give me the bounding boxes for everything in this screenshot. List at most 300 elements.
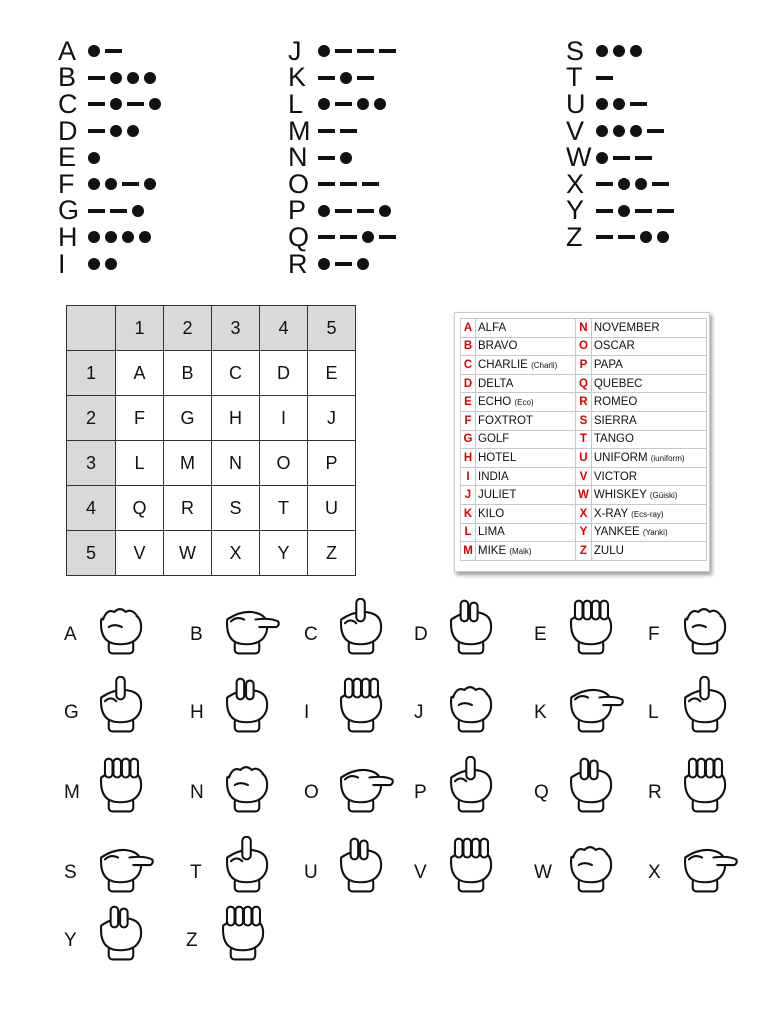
nato-pronunciation-note: (Maik) bbox=[509, 546, 532, 556]
morse-dash bbox=[88, 76, 105, 80]
morse-dot bbox=[105, 231, 117, 243]
hand-sign-icon bbox=[438, 676, 504, 736]
morse-row bbox=[288, 88, 396, 119]
sign-w bbox=[534, 836, 634, 916]
morse-dot bbox=[144, 72, 156, 84]
hand-illustration bbox=[672, 676, 738, 741]
hand-sign-icon bbox=[328, 836, 394, 896]
morse-dot bbox=[318, 45, 330, 57]
nato-word: OSCAR bbox=[593, 340, 635, 353]
nato-letter: S bbox=[576, 411, 592, 430]
nato-letter: Q bbox=[576, 374, 592, 393]
sign-h bbox=[190, 676, 290, 756]
hand-sign-icon bbox=[88, 904, 154, 964]
polybius-column-header: 3 bbox=[212, 306, 260, 351]
sign-i bbox=[304, 676, 404, 756]
nato-letter: U bbox=[576, 449, 592, 468]
nato-letter: C bbox=[461, 356, 476, 375]
nato-letter: K bbox=[461, 504, 476, 523]
morse-letter: K bbox=[288, 62, 307, 93]
polybius-cell: Y bbox=[260, 531, 308, 576]
nato-row bbox=[461, 486, 707, 505]
sign-letter: G bbox=[64, 702, 79, 723]
sign-letter: L bbox=[648, 702, 659, 723]
morse-dot bbox=[657, 231, 669, 243]
morse-letter: Q bbox=[288, 221, 310, 252]
sign-z bbox=[186, 904, 286, 984]
hand-sign-icon bbox=[88, 676, 154, 736]
nato-word-cell bbox=[591, 504, 706, 523]
polybius-cell: J bbox=[308, 396, 356, 441]
hand-sign-icon bbox=[214, 598, 280, 658]
sign-letter: H bbox=[190, 702, 204, 723]
polybius-cell: A bbox=[116, 351, 164, 396]
polybius-row bbox=[67, 396, 356, 441]
morse-row bbox=[566, 88, 674, 119]
hand-illustration bbox=[558, 836, 624, 901]
morse-dot bbox=[318, 205, 330, 217]
nato-letter: R bbox=[576, 393, 592, 412]
morse-code bbox=[596, 125, 664, 137]
sign-letter: B bbox=[190, 624, 203, 645]
nato-word-cell bbox=[476, 319, 576, 338]
morse-code bbox=[88, 231, 151, 243]
morse-dash bbox=[318, 76, 335, 80]
sign-letter: D bbox=[414, 624, 428, 645]
nato-word-cell bbox=[476, 486, 576, 505]
sign-letter: Y bbox=[64, 930, 77, 951]
hand-sign-icon bbox=[328, 756, 394, 816]
nato-letter: F bbox=[461, 411, 476, 430]
nato-row bbox=[461, 356, 707, 375]
nato-pronunciation-note: (Charli) bbox=[531, 360, 558, 370]
morse-dash bbox=[105, 49, 122, 53]
polybius-cell: B bbox=[164, 351, 212, 396]
morse-dot bbox=[618, 205, 630, 217]
nato-word-cell bbox=[476, 411, 576, 430]
hand-illustration bbox=[672, 756, 738, 821]
morse-letter: T bbox=[566, 62, 583, 93]
sign-k bbox=[534, 676, 634, 756]
hand-illustration bbox=[558, 598, 624, 663]
nato-letter: L bbox=[461, 523, 476, 542]
morse-letter: N bbox=[288, 142, 308, 173]
morse-dash bbox=[110, 209, 127, 213]
morse-dot bbox=[88, 45, 100, 57]
nato-pronunciation-note: (iuniform) bbox=[650, 453, 685, 463]
nato-row bbox=[461, 504, 707, 523]
sign-x bbox=[648, 836, 748, 916]
morse-letter: J bbox=[288, 35, 302, 66]
polybius-cell: O bbox=[260, 441, 308, 486]
morse-dot bbox=[596, 45, 608, 57]
hand-sign-icon bbox=[88, 836, 154, 896]
nato-letter: V bbox=[576, 467, 592, 486]
polybius-corner-cell bbox=[67, 306, 116, 351]
nato-letter: E bbox=[461, 393, 476, 412]
morse-dash bbox=[318, 156, 335, 160]
sign-letter: K bbox=[534, 702, 547, 723]
nato-word-cell bbox=[476, 542, 576, 561]
nato-letter: W bbox=[576, 486, 592, 505]
morse-row bbox=[58, 62, 161, 93]
morse-dash bbox=[335, 49, 352, 53]
morse-dot bbox=[613, 125, 625, 137]
nato-word: CHARLIE bbox=[478, 358, 528, 371]
morse-letter: F bbox=[58, 168, 75, 199]
nato-letter: O bbox=[576, 337, 592, 356]
sign-l bbox=[648, 676, 748, 756]
polybius-cell: V bbox=[116, 531, 164, 576]
nato-word: HOTEL bbox=[478, 451, 517, 464]
hand-sign-icon bbox=[214, 676, 280, 736]
morse-dot bbox=[374, 98, 386, 110]
nato-word-cell bbox=[591, 542, 706, 561]
morse-dash bbox=[613, 156, 630, 160]
morse-code bbox=[88, 152, 100, 164]
sign-letter: W bbox=[534, 862, 552, 883]
sign-v bbox=[414, 836, 514, 916]
morse-row bbox=[58, 195, 161, 226]
hand-sign-icon bbox=[88, 598, 154, 658]
hand-sign-icon bbox=[88, 756, 154, 816]
morse-row bbox=[566, 221, 674, 252]
polybius-column-header: 2 bbox=[164, 306, 212, 351]
nato-word-cell bbox=[476, 467, 576, 486]
nato-word-cell bbox=[591, 486, 706, 505]
morse-letter: E bbox=[58, 142, 77, 173]
polybius-cell: F bbox=[116, 396, 164, 441]
nato-pronunciation-note: (Güiski) bbox=[649, 491, 678, 501]
morse-row bbox=[58, 248, 161, 279]
polybius-cell: C bbox=[212, 351, 260, 396]
sign-g bbox=[64, 676, 164, 756]
hand-illustration bbox=[214, 676, 280, 741]
morse-row bbox=[566, 115, 674, 146]
morse-column-a-i bbox=[58, 35, 161, 279]
polybius-row-header: 2 bbox=[67, 396, 116, 441]
morse-code bbox=[318, 72, 374, 84]
morse-code bbox=[318, 152, 352, 164]
morse-dot bbox=[88, 178, 100, 190]
nato-letter: B bbox=[461, 337, 476, 356]
nato-word-cell bbox=[476, 356, 576, 375]
sign-letter: T bbox=[190, 862, 202, 883]
nato-word: UNIFORM bbox=[593, 451, 648, 464]
morse-dash bbox=[357, 209, 374, 213]
morse-row bbox=[288, 248, 396, 279]
nato-row bbox=[461, 337, 707, 356]
polybius-cell: H bbox=[212, 396, 260, 441]
morse-dot bbox=[110, 125, 122, 137]
morse-dot bbox=[340, 72, 352, 84]
nato-word-cell bbox=[591, 523, 706, 542]
morse-code bbox=[318, 258, 369, 270]
nato-word: MIKE bbox=[478, 544, 507, 557]
morse-dash bbox=[618, 235, 635, 239]
polybius-cell: X bbox=[212, 531, 260, 576]
morse-dash bbox=[362, 182, 379, 186]
morse-row bbox=[288, 62, 396, 93]
morse-letter: V bbox=[566, 115, 585, 146]
polybius-cell: L bbox=[116, 441, 164, 486]
sign-b bbox=[190, 598, 290, 678]
hand-sign-icon bbox=[672, 836, 738, 896]
sign-y bbox=[64, 904, 164, 984]
nato-letter: X bbox=[576, 504, 592, 523]
nato-word: WHISKEY bbox=[593, 489, 647, 502]
nato-word: PAPA bbox=[593, 358, 623, 371]
polybius-row bbox=[67, 531, 356, 576]
nato-row bbox=[461, 374, 707, 393]
morse-dot bbox=[88, 152, 100, 164]
nato-word: NOVEMBER bbox=[593, 321, 660, 334]
nato-row bbox=[461, 393, 707, 412]
nato-alphabet-table bbox=[460, 318, 707, 561]
hand-illustration bbox=[672, 836, 738, 901]
hand-illustration bbox=[88, 756, 154, 821]
nato-word-cell bbox=[476, 449, 576, 468]
nato-pronunciation-note: (Yanki) bbox=[642, 528, 668, 538]
nato-letter: I bbox=[461, 467, 476, 486]
morse-letter: H bbox=[58, 221, 78, 252]
morse-dot bbox=[357, 258, 369, 270]
nato-word: GOLF bbox=[478, 433, 510, 446]
nato-letter: T bbox=[576, 430, 592, 449]
morse-dot bbox=[110, 98, 122, 110]
nato-word-cell bbox=[476, 337, 576, 356]
polybius-row-header: 1 bbox=[67, 351, 116, 396]
morse-dot bbox=[357, 98, 369, 110]
morse-row bbox=[58, 221, 161, 252]
polybius-cell: D bbox=[260, 351, 308, 396]
morse-dash bbox=[596, 76, 613, 80]
morse-code bbox=[318, 205, 391, 217]
nato-word: ALFA bbox=[478, 321, 507, 334]
morse-dot bbox=[362, 231, 374, 243]
nato-word-cell bbox=[476, 430, 576, 449]
nato-word-cell bbox=[476, 504, 576, 523]
morse-dash bbox=[88, 129, 105, 133]
morse-row bbox=[288, 221, 396, 252]
sign-letter: E bbox=[534, 624, 547, 645]
hand-sign-icon bbox=[438, 756, 504, 816]
morse-code bbox=[318, 182, 379, 186]
hand-illustration bbox=[438, 836, 504, 901]
morse-row bbox=[566, 62, 674, 93]
sign-letter: J bbox=[414, 702, 424, 723]
sign-letter: Q bbox=[534, 782, 549, 803]
morse-code bbox=[596, 205, 674, 217]
nato-word: ZULU bbox=[593, 544, 624, 557]
nato-word: JULIET bbox=[478, 489, 517, 502]
hand-illustration bbox=[558, 756, 624, 821]
morse-dash bbox=[635, 156, 652, 160]
hand-illustration bbox=[88, 676, 154, 741]
hand-illustration bbox=[214, 836, 280, 901]
morse-row bbox=[566, 195, 674, 226]
hand-sign-icon bbox=[214, 836, 280, 896]
hand-sign-icon bbox=[214, 756, 280, 816]
hand-illustration bbox=[438, 676, 504, 741]
polybius-row bbox=[67, 441, 356, 486]
sign-u bbox=[304, 836, 404, 916]
morse-dash bbox=[657, 209, 674, 213]
sign-o bbox=[304, 756, 404, 836]
morse-code bbox=[88, 178, 156, 190]
nato-letter: H bbox=[461, 449, 476, 468]
sign-letter: I bbox=[304, 702, 310, 723]
morse-code bbox=[88, 72, 156, 84]
morse-letter: X bbox=[566, 168, 585, 199]
hand-sign-icon bbox=[328, 598, 394, 658]
morse-letter: Z bbox=[566, 221, 583, 252]
nato-word: TANGO bbox=[593, 433, 634, 446]
nato-word-cell bbox=[476, 393, 576, 412]
morse-dot bbox=[596, 125, 608, 137]
nato-word: LIMA bbox=[478, 526, 505, 539]
nato-word-cell bbox=[476, 374, 576, 393]
nato-row bbox=[461, 449, 707, 468]
nato-word: SIERRA bbox=[593, 414, 637, 427]
sign-letter: V bbox=[414, 862, 427, 883]
morse-column-j-r bbox=[288, 35, 396, 279]
hand-illustration bbox=[210, 904, 276, 969]
nato-pronunciation-note: (Eco) bbox=[514, 398, 534, 408]
morse-code bbox=[88, 125, 139, 137]
polybius-cell: S bbox=[212, 486, 260, 531]
sign-e bbox=[534, 598, 634, 678]
morse-dot bbox=[340, 152, 352, 164]
nato-word-cell bbox=[591, 430, 706, 449]
polybius-cell: U bbox=[308, 486, 356, 531]
morse-dot bbox=[110, 72, 122, 84]
morse-dot bbox=[613, 45, 625, 57]
polybius-cell: Q bbox=[116, 486, 164, 531]
morse-code bbox=[596, 45, 642, 57]
hand-illustration bbox=[328, 756, 394, 821]
morse-row bbox=[288, 144, 396, 171]
sign-a bbox=[64, 598, 164, 678]
morse-dot bbox=[127, 72, 139, 84]
morse-dash bbox=[379, 49, 396, 53]
morse-dot bbox=[139, 231, 151, 243]
morse-dash bbox=[635, 209, 652, 213]
morse-dash bbox=[127, 102, 144, 106]
nato-letter: G bbox=[461, 430, 476, 449]
morse-dash bbox=[335, 262, 352, 266]
nato-word: BRAVO bbox=[478, 340, 518, 353]
hand-illustration bbox=[88, 598, 154, 663]
sign-letter: P bbox=[414, 782, 427, 803]
morse-dash bbox=[122, 182, 139, 186]
polybius-cell: W bbox=[164, 531, 212, 576]
morse-code bbox=[88, 98, 161, 110]
morse-row bbox=[288, 195, 396, 226]
morse-dot bbox=[596, 98, 608, 110]
nato-letter: D bbox=[461, 374, 476, 393]
sign-j bbox=[414, 676, 514, 756]
morse-dot bbox=[122, 231, 134, 243]
morse-dash bbox=[596, 209, 613, 213]
polybius-cell: N bbox=[212, 441, 260, 486]
hand-sign-icon bbox=[672, 676, 738, 736]
morse-dot bbox=[88, 231, 100, 243]
polybius-column-header: 1 bbox=[116, 306, 164, 351]
morse-letter: G bbox=[58, 195, 80, 226]
morse-code bbox=[596, 231, 669, 243]
morse-code bbox=[318, 45, 396, 57]
sign-letter: O bbox=[304, 782, 319, 803]
hand-sign-icon bbox=[210, 904, 276, 964]
morse-code bbox=[318, 129, 357, 133]
sign-m bbox=[64, 756, 164, 836]
nato-word-cell bbox=[591, 374, 706, 393]
sign-letter: S bbox=[64, 862, 77, 883]
hand-sign-icon bbox=[558, 756, 624, 816]
hand-sign-icon bbox=[328, 676, 394, 736]
morse-dot bbox=[318, 98, 330, 110]
morse-code bbox=[318, 231, 396, 243]
hand-illustration bbox=[214, 756, 280, 821]
morse-letter: A bbox=[58, 35, 77, 66]
nato-word: DELTA bbox=[478, 377, 514, 390]
morse-dash bbox=[357, 76, 374, 80]
morse-code bbox=[88, 45, 122, 57]
sign-letter: N bbox=[190, 782, 204, 803]
hand-sign-icon bbox=[672, 756, 738, 816]
morse-row bbox=[566, 144, 674, 171]
nato-word-cell bbox=[591, 467, 706, 486]
morse-dot bbox=[630, 125, 642, 137]
nato-letter: A bbox=[461, 319, 476, 338]
morse-code bbox=[596, 76, 613, 80]
morse-dash bbox=[596, 235, 613, 239]
nato-letter: J bbox=[461, 486, 476, 505]
sign-c bbox=[304, 598, 404, 678]
hand-sign-icon bbox=[558, 836, 624, 896]
morse-dash bbox=[340, 235, 357, 239]
morse-letter: W bbox=[566, 142, 592, 173]
nato-word-cell bbox=[591, 393, 706, 412]
nato-letter: Z bbox=[576, 542, 592, 561]
sign-letter: X bbox=[648, 862, 661, 883]
morse-dot bbox=[127, 125, 139, 137]
polybius-row-header: 5 bbox=[67, 531, 116, 576]
morse-dash bbox=[596, 182, 613, 186]
polybius-row bbox=[67, 351, 356, 396]
nato-word: X-RAY bbox=[593, 507, 628, 520]
morse-row bbox=[566, 35, 674, 66]
nato-word: INDIA bbox=[478, 470, 509, 483]
sign-n bbox=[190, 756, 290, 836]
morse-dot bbox=[88, 258, 100, 270]
morse-letter: C bbox=[58, 88, 78, 119]
hand-sign-icon bbox=[438, 836, 504, 896]
morse-dot bbox=[149, 98, 161, 110]
polybius-column-header: 5 bbox=[308, 306, 356, 351]
sign-letter: F bbox=[648, 624, 660, 645]
morse-letter: I bbox=[58, 248, 66, 279]
sign-p bbox=[414, 756, 514, 836]
morse-dash bbox=[88, 209, 105, 213]
nato-word: YANKEE bbox=[593, 526, 640, 539]
nato-letter: Y bbox=[576, 523, 592, 542]
nato-word-cell bbox=[591, 319, 706, 338]
morse-row bbox=[58, 115, 161, 146]
morse-code bbox=[596, 152, 652, 164]
polybius-cell: I bbox=[260, 396, 308, 441]
